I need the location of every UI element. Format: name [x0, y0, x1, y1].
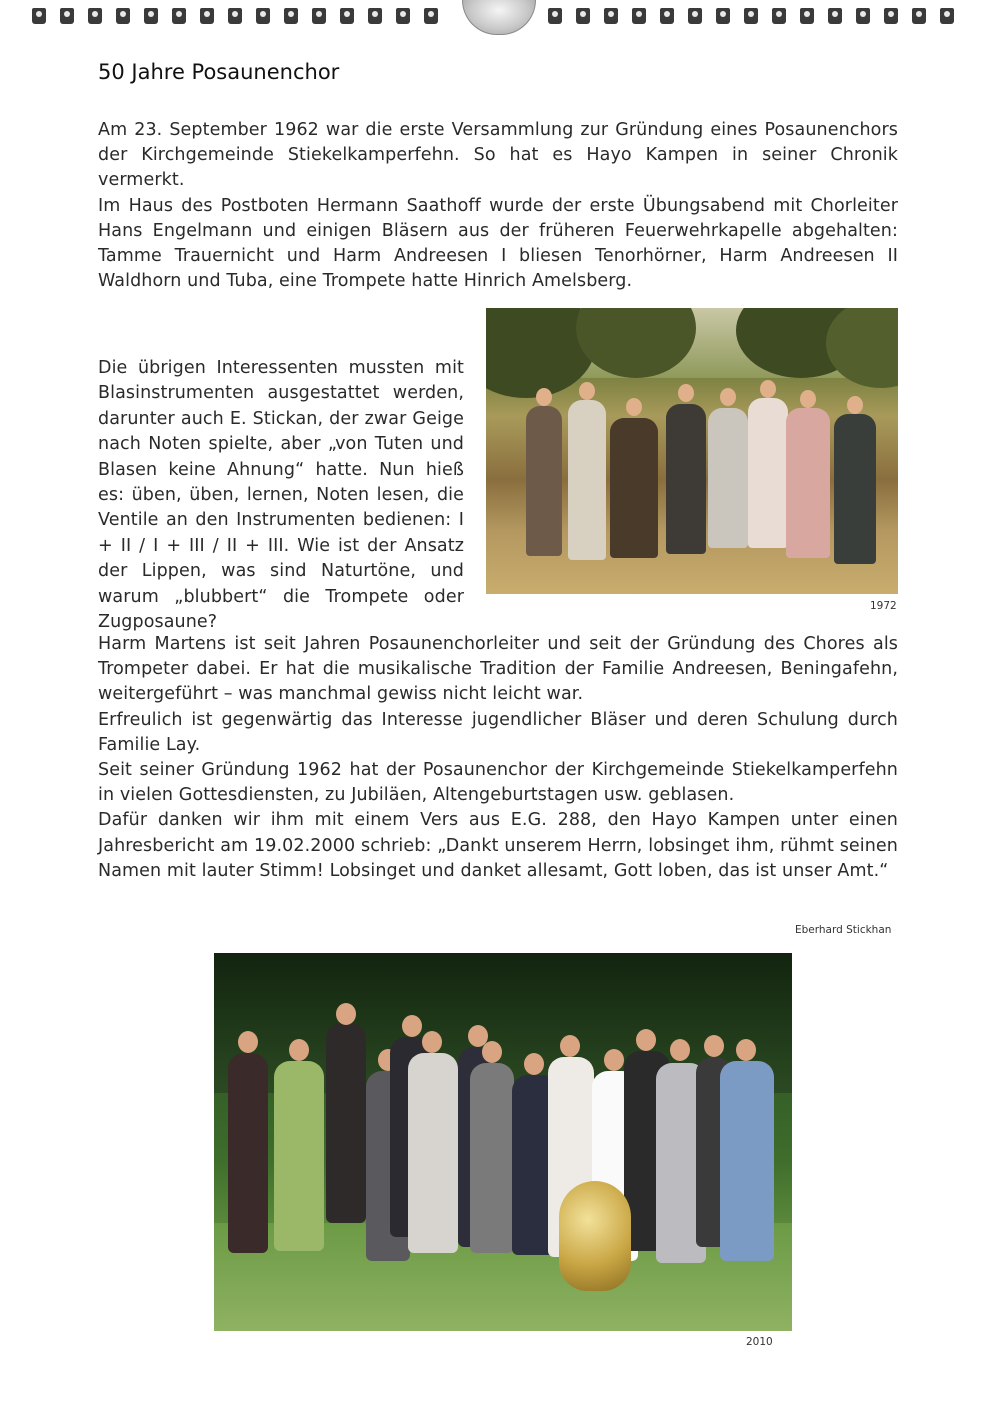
paragraph-learning: Die übrigen Interessenten mussten mit Blasinstrumenten ausgestattet werden, darunter auch E. Stickan, der zwar Geige nach Noten spielte, aber „von Tuten und Blasen keine Ahnung“ hatte. Nun hieß es: üben, üben, lernen, Noten lesen, die Ventile an den Instrumenten bedienen: I + II / I + III / II + III. Wie ist der Ansatz der Lippen, was sind Naturtöne, und warum „blubbert“ die Trompete oder Zugposaune? [98, 358, 464, 633]
binding-ring-icon [312, 8, 326, 24]
author-signature: Eberhard Stickhan [795, 924, 892, 936]
binding-ring-icon [576, 8, 590, 24]
binding-ring-icon [368, 8, 382, 24]
binding-rings-right [548, 8, 954, 24]
binding-ring-icon [200, 8, 214, 24]
calendar-hanger-icon [462, 0, 536, 35]
photo-caption-1972: 1972 [870, 600, 897, 612]
binding-ring-icon [688, 8, 702, 24]
wrap-text-column [98, 356, 464, 635]
photo-choir-2010 [214, 953, 792, 1331]
binding-ring-icon [884, 8, 898, 24]
page-title: 50 Jahre Posaunenchor [98, 60, 340, 84]
binding-ring-icon [88, 8, 102, 24]
binding-ring-icon [604, 8, 618, 24]
binding-ring-icon [60, 8, 74, 24]
binding-ring-icon [116, 8, 130, 24]
binding-ring-icon [548, 8, 562, 24]
binding-ring-icon [716, 8, 730, 24]
paragraph-harm-martens: Harm Martens ist seit Jahren Posaunenchorleiter und seit der Gründung des Chores als Trompeter dabei. Er hat die musikalische Tradition der Familie Andreesen, Beningafehn, weitergeführt – was manchmal gewiss nicht leicht war. [98, 634, 898, 705]
binding-ring-icon [284, 8, 298, 24]
binding-ring-icon [424, 8, 438, 24]
photo-choir-1972 [486, 308, 898, 594]
binding-ring-icon [256, 8, 270, 24]
paragraph-verse: Dafür danken wir ihm mit einem Vers aus E.G. 288, den Hayo Kampen unter einen Jahresbericht am 19.02.2000 schrieb: „Dankt unserem Herrn, lobsinget ihm, rühmt seinen Namen mit lauter Stimm! Lobsinget und danket allesamt, Gott loben, das ist unser Amt.“ [98, 810, 898, 881]
binding-ring-icon [396, 8, 410, 24]
tuba-icon [559, 1181, 631, 1291]
paragraph-youth: Erfreulich ist gegenwärtig das Interesse jugendlicher Bläser und deren Schulung durch Familie Lay. [98, 709, 898, 755]
binding-ring-icon [912, 8, 926, 24]
paragraph-first-rehearsal: Im Haus des Postboten Hermann Saathoff wurde der erste Übungsabend mit Chorleiter Hans Engelmann und einigen Bläsern aus der früheren Feuerwehrkapelle abgehalten: Tamme Trauernicht und Harm Andreesen I bliesen Tenorhörner, Harm Andreesen II Waldhorn und Tuba, eine Trompete hatte Hinrich Amelsberg. [98, 195, 898, 292]
calendar-binding [0, 0, 1000, 34]
binding-ring-icon [856, 8, 870, 24]
paragraph-services: Seit seiner Gründung 1962 hat der Posaunenchor der Kirchgemeinde Stiekelkamperfehn in vielen Gottesdiensten, zu Jubiläen, Altengeburtstagen usw. geblasen. [98, 760, 898, 806]
binding-ring-icon [172, 8, 186, 24]
lower-text [98, 632, 898, 884]
binding-ring-icon [772, 8, 786, 24]
binding-rings-left [32, 8, 438, 24]
binding-ring-icon [940, 8, 954, 24]
paragraph-founding: Am 23. September 1962 war die erste Versammlung zur Gründung eines Posaunenchors der Kirchgemeinde Stiekelkamperfehn. So hat es Hayo Kampen in seiner Chronik vermerkt. [98, 120, 898, 191]
binding-ring-icon [660, 8, 674, 24]
intro-text [98, 118, 898, 294]
binding-ring-icon [144, 8, 158, 24]
binding-ring-icon [340, 8, 354, 24]
binding-ring-icon [632, 8, 646, 24]
photo-caption-2010: 2010 [746, 1336, 773, 1348]
binding-ring-icon [228, 8, 242, 24]
binding-ring-icon [828, 8, 842, 24]
binding-ring-icon [32, 8, 46, 24]
binding-ring-icon [800, 8, 814, 24]
binding-ring-icon [744, 8, 758, 24]
